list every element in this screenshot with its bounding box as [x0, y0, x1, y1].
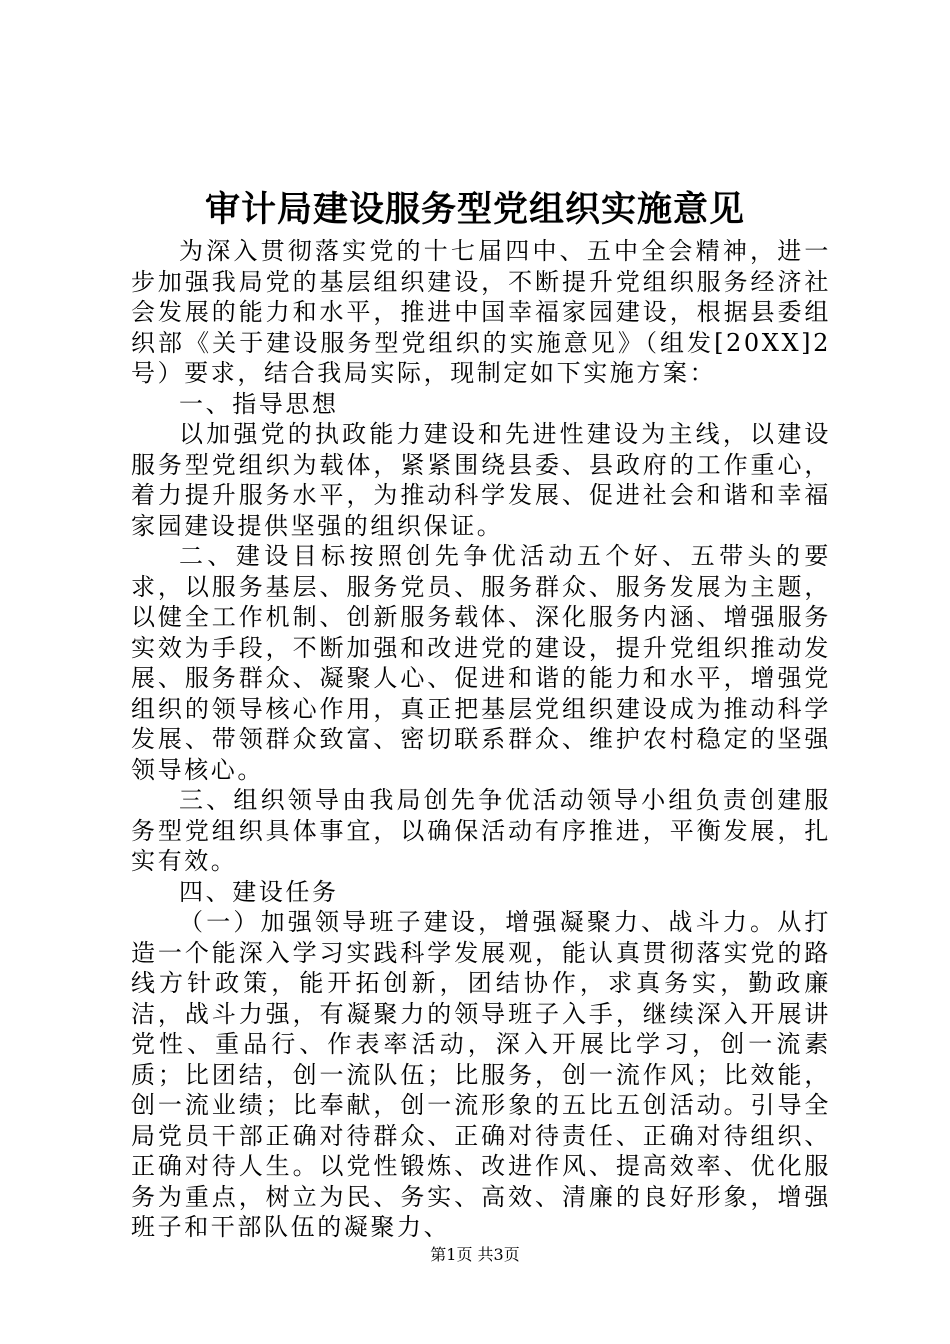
paragraph-guiding-thought: 以加强党的执政能力建设和先进性建设为主线，以建设服务型党组织为载体，紧紧围绕县委、县政府的工作重心，着力提升服务水平，为推动科学发展、促进社会和谐和幸福家园建设提供坚强的组织保证。 — [131, 420, 831, 540]
section-heading-construction-tasks: 四、建设任务 — [179, 877, 339, 906]
paragraph-construction-goals: 二、建设目标按照创先争优活动五个好、五带头的要求，以服务基层、服务党员、服务群众、服务发展为主题，以健全工作机制、创新服务载体、深化服务内涵、增强服务实效为手段，不断加强和改进党的建设，提升党组织推动发展、服务群众、凝聚人心、促进和谐的能力和水平，增强党组织的领导核心作用，真正把基层党组织建设成为推动科学发展、带领群众致富、密切联系群众、维护农村稳定的坚强领导核心。 — [131, 542, 831, 784]
paragraph-intro: 为深入贯彻落实党的十七届四中、五中全会精神，进一步加强我局党的基层组织建设，不断提升党组织服务经济社会发展的能力和水平，推进中国幸福家园建设，根据县委组织部《关于建设服务型党组织的实施意见》（组发[20XX]2号）要求，结合我局实际，现制定如下实施方案： — [131, 237, 831, 387]
paragraph-task-one: （一）加强领导班子建设，增强凝聚力、战斗力。从打造一个能深入学习实践科学发展观，能认真贯彻落实党的路线方针政策，能开拓创新，团结协作，求真务实，勤政廉洁，战斗力强，有凝聚力的领导班子入手，继续深入开展讲党性、重品行、作表率活动，深入开展比学习，创一流素质；比团结，创一流队伍；比服务，创一流作风；比效能，创一流业绩；比奉献，创一流形象的五比五创活动。引导全局党员干部正确对待群众、正确对待责任、正确对待组织、正确对待人生。以党性锻炼、改进作风、提高效率、优化服务为重点，树立为民、务实、高效、清廉的良好形象，增强班子和干部队伍的凝聚力、 — [131, 908, 831, 1241]
page-number-footer: 第1页 共3页 — [430, 1245, 520, 1264]
section-heading-guiding-thought: 一、指导思想 — [179, 389, 339, 418]
document-body — [131, 236, 831, 1243]
document-title: 审计局建设服务型党组织实施意见 — [204, 189, 745, 230]
paragraph-organizational-leadership: 三、组织领导由我局创先争优活动领导小组负责创建服务型党组织具体事宜，以确保活动有序推进，平衡发展，扎实有效。 — [131, 786, 831, 875]
